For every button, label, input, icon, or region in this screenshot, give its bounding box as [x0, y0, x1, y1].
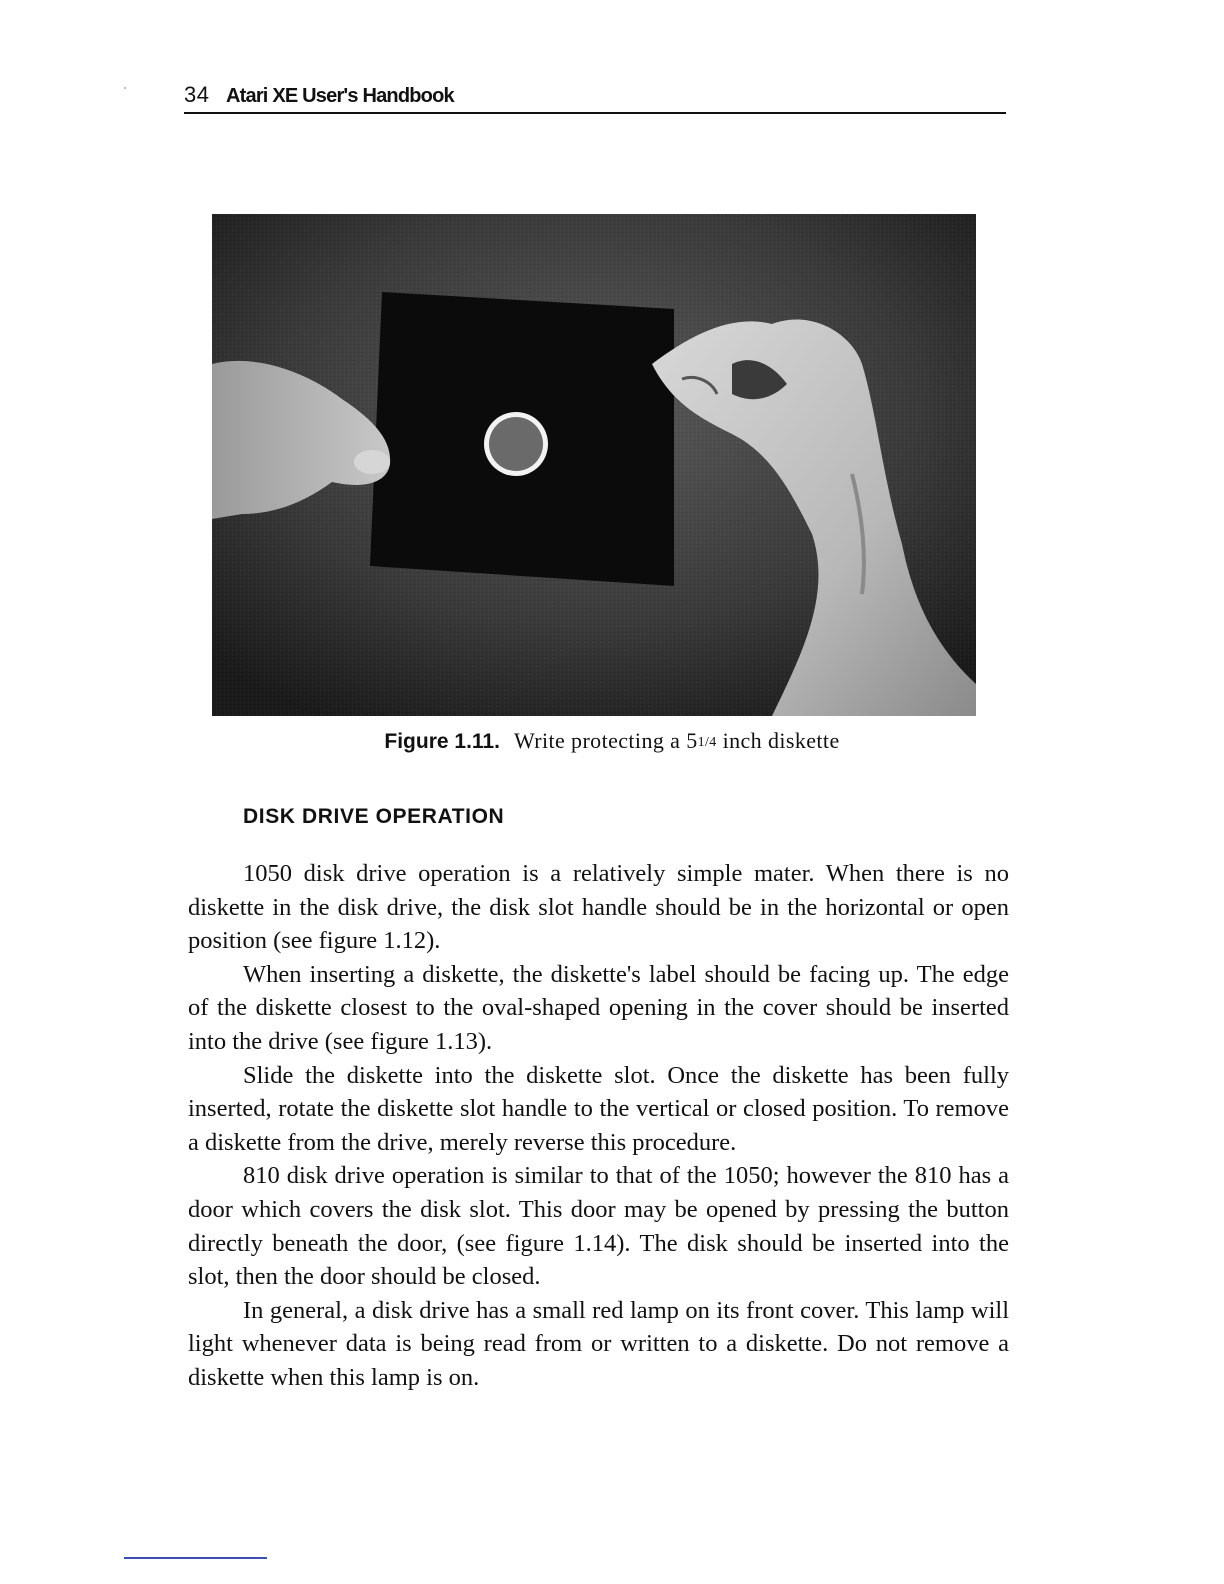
diskette-hub [489, 417, 543, 471]
paragraph-810-operation: 810 disk drive operation is similar to that of the 1050; however the 810 has a door which covers the disk slot. This door may be opened by pressing the button directly beneath the door, (see figure 1.14). The disk should be inserted into the slot, then the door should be closed. [188, 1162, 1009, 1291]
section-heading: DISK DRIVE OPERATION [243, 805, 505, 828]
body-text [188, 857, 1009, 1395]
diskette-photo-illustration [212, 214, 976, 716]
paragraph-red-lamp: In general, a disk drive has a small red lamp on its front cover. This lamp will light whenever data is being read from or written to a diskette. Do not remove a diskette when this lamp is on. [188, 1296, 1009, 1391]
paragraph-1050-operation: 1050 disk drive operation is a relatively simple mater. When there is no diskette in the disk drive, the disk slot handle should be in the horizontal or open position (see figure 1.12). [188, 860, 1009, 955]
running-header [184, 82, 1006, 114]
paragraph-slide-diskette: Slide the diskette into the diskette slot. Once the diskette has been fully inserted, rotate the diskette slot handle to the vertical or closed position. To remove a diskette from the drive, merely reverse this procedure. [188, 1061, 1009, 1156]
figure-label: Figure 1.11. [384, 730, 500, 753]
footer-rule [124, 1557, 267, 1559]
caption-text-start: Write protecting a 5 [513, 728, 698, 753]
paragraph-inserting-diskette: When inserting a diskette, the diskette's label should be facing up. The edge of the diskette closest to the oval-shaped opening in the cover should be inserted into the drive (see figure 1.13). [188, 960, 1009, 1055]
figure-caption [0, 728, 1224, 754]
page-number: 34 [184, 82, 210, 107]
scan-speck [124, 87, 126, 89]
book-title: Atari XE User's Handbook [226, 85, 454, 107]
caption-fraction: 1/4 [697, 735, 717, 750]
caption-text [514, 728, 840, 753]
figure-photo [212, 214, 976, 716]
caption-text-end: inch diskette [716, 728, 840, 753]
